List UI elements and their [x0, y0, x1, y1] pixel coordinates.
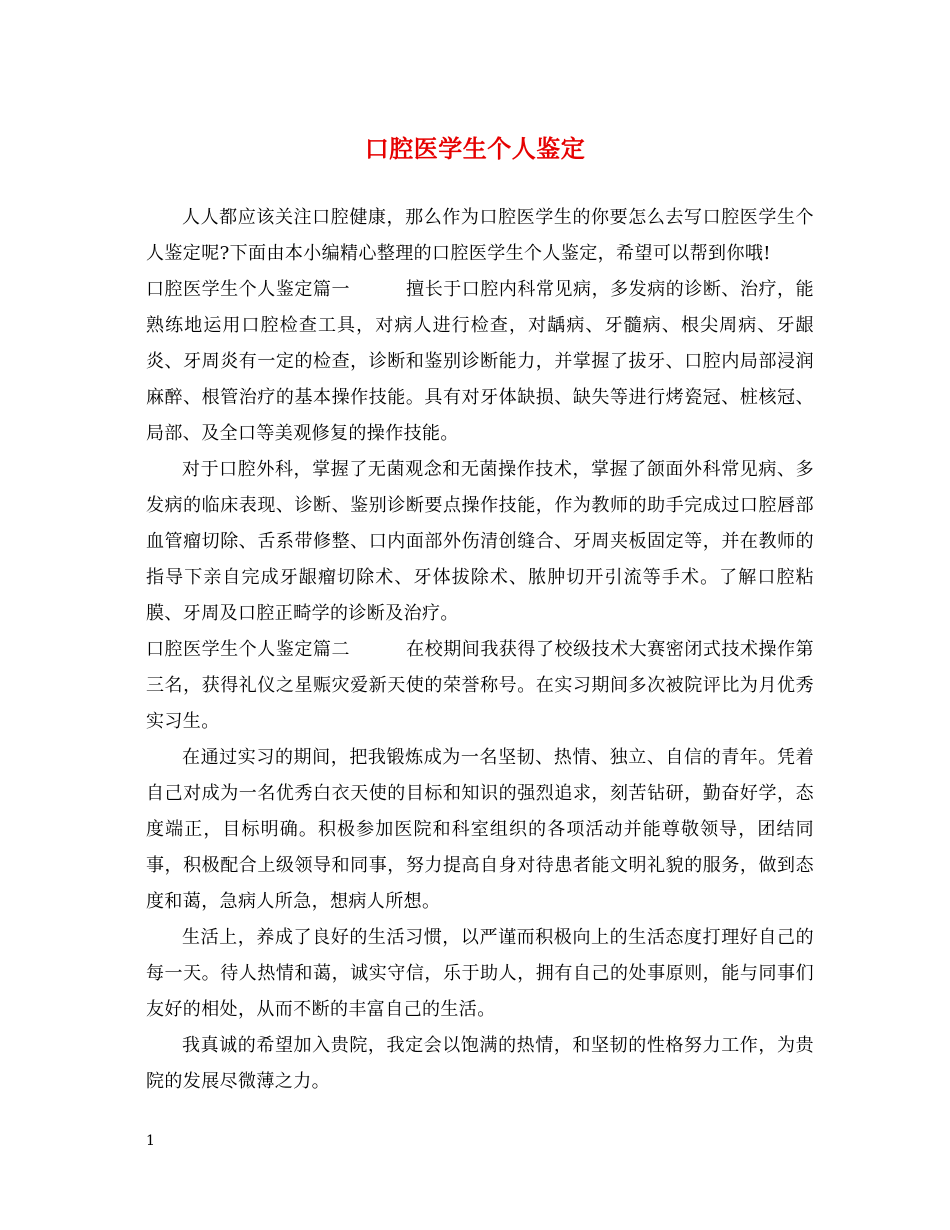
life-paragraph: 生活上，养成了良好的生活习惯，以严谨而积极向上的生活态度打理好自己的每一天。待人热情和蔼，诚实守信，乐于助人，拥有自己的处事原则，能与同事们友好的相处，从而不断的丰富自己的生活。	[146, 927, 814, 1020]
internship-paragraph: 在通过实习的期间，把我锻炼成为一名坚韧、热情、独立、自信的青年。凭着自己对成为一名优秀白衣天使的目标和知识的强烈追求，刻苦钻研，勤奋好学，态度端正，目标明确。积极参加医院和科室组织的各项活动并能尊敬领导，团结同事，积极配合上级领导和同事，努力提高自身对待患者能文明礼貌的服务，做到态度和蔼，急病人所急，想病人所想。	[146, 747, 814, 912]
page-number: 1	[146, 1133, 155, 1149]
section-one-text: 擅长于口腔内科常见病，多发病的诊断、治疗，能熟练地运用口腔检查工具，对病人进行检查，对龋病、牙髓病、根尖周病、牙龈炎、牙周炎有一定的检查，诊断和鉴别诊断能力，并掌握了拔牙、口腔内局部浸润麻醉、根管治疗的基本操作技能。具有对牙体缺损、缺失等进行烤瓷冠、桩核冠、局部、及全口等美观修复的操作技能。	[146, 279, 814, 444]
section-two-paragraph	[146, 632, 814, 740]
section-two-text: 在校期间我获得了校级技术大赛密闭式技术操作第三名，获得礼仪之星赈灾爱新天使的荣誉称号。在实习期间多次被院评比为月优秀实习生。	[146, 639, 814, 732]
section-one-paragraph	[146, 272, 814, 452]
section-two-heading: 口腔医学生个人鉴定篇二	[146, 639, 350, 660]
section-one-heading: 口腔医学生个人鉴定篇一	[146, 279, 350, 300]
document-body	[146, 200, 814, 1100]
document-title: 口腔医学生个人鉴定	[364, 134, 586, 163]
oral-surgery-paragraph: 对于口腔外科，掌握了无菌观念和无菌操作技术，掌握了颌面外科常见病、多发病的临床表现、诊断、鉴别诊断要点操作技能，作为教师的助手完成过口腔唇部血管瘤切除、舌系带修整、口内面部外伤清创缝合、牙周夹板固定等，并在教师的指导下亲自完成牙龈瘤切除术、牙体拔除术、脓肿切开引流等手术。了解口腔粘膜、牙周及口腔正畸学的诊断及治疗。	[146, 459, 814, 624]
closing-paragraph: 我真诚的希望加入贵院，我定会以饱满的热情，和坚韧的性格努力工作，为贵院的发展尽微薄之力。	[146, 1035, 814, 1092]
intro-paragraph: 人人都应该关注口腔健康，那么作为口腔医学生的你要怎么去写口腔医学生个人鉴定呢?下面由本小编精心整理的口腔医学生个人鉴定，希望可以帮到你哦!	[146, 207, 814, 264]
